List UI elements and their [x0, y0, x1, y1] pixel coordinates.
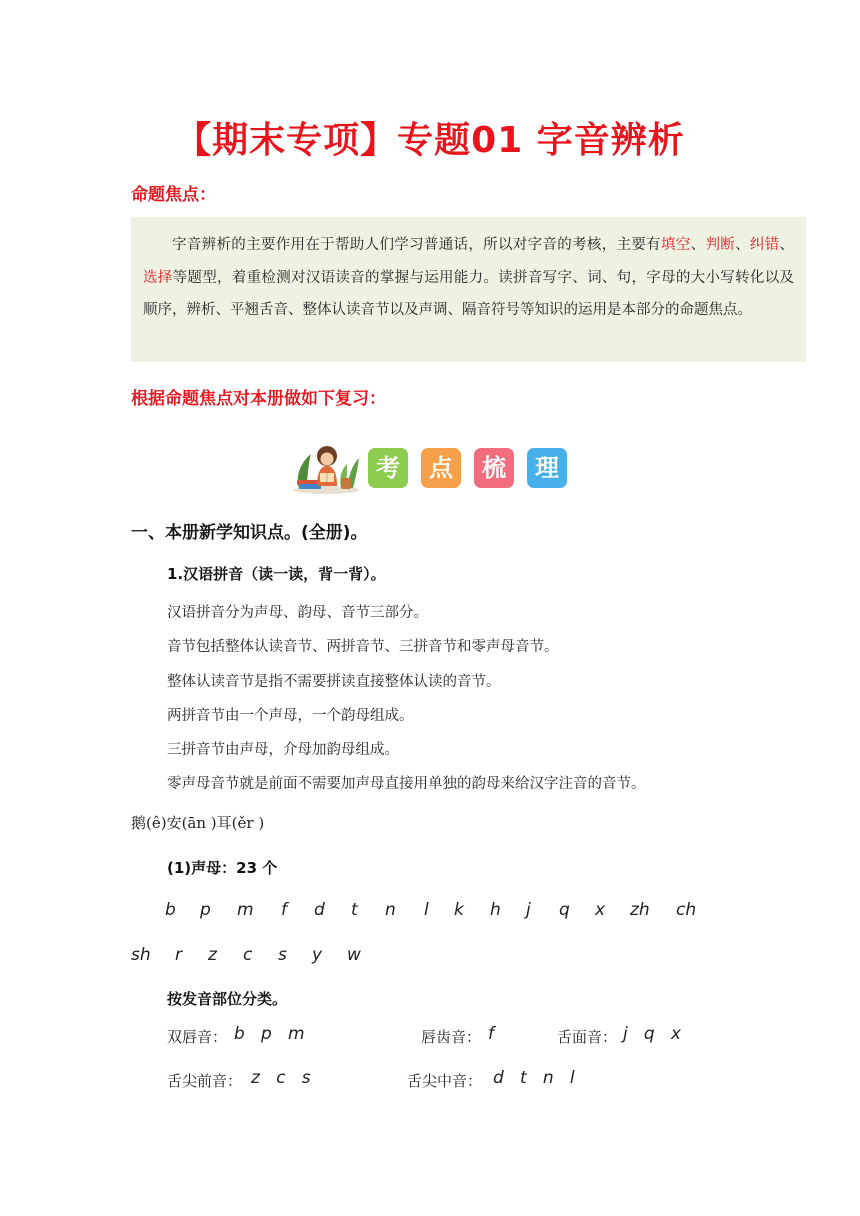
palatal-values: j q x [623, 1024, 681, 1044]
focus-box [131, 217, 806, 362]
focus-sep-1: 、 [690, 237, 706, 253]
banner-tile-dian: 点 [421, 448, 461, 488]
alveolar-label: 舌尖前音： [167, 1072, 243, 1090]
initial-m: m [237, 900, 254, 920]
initial-r: r [175, 945, 182, 965]
focus-sep-2: 、 [735, 237, 750, 253]
initial-j: j [526, 900, 531, 920]
banner-tile-kao: 考 [368, 448, 408, 488]
initial-d: d [314, 900, 325, 920]
page-title: 【期末专项】专题01 字音辨析 [175, 120, 685, 161]
initial-t: t [351, 900, 358, 920]
focus-paragraph [143, 229, 794, 327]
initial-zh: zh [630, 900, 650, 920]
banner-tile-li: 理 [527, 448, 567, 488]
subsection-heading-pinyin: 1.汉语拼音（读一读，背一背）。 [167, 565, 386, 583]
initial-sh: sh [131, 945, 151, 965]
initial-x: x [595, 900, 606, 920]
zero-initial-example: 鹅(ê)安(ān )耳(ěr ) [131, 814, 265, 832]
initial-c: c [243, 945, 253, 965]
initial-y: y [312, 945, 323, 965]
banner-tile-shu: 梳 [474, 448, 514, 488]
focus-text-a: 字音辨析的主要作用在于帮助人们学习普通话，所以对字音的考核，主要有 [172, 237, 661, 253]
pinyin-line-4: 两拼音节由一个声母，一个韵母组成。 [167, 708, 414, 724]
pinyin-line-3: 整体认读音节是指不需要拼读直接整体认读的音节。 [167, 674, 501, 690]
knowledge-review-banner [291, 440, 571, 494]
pinyin-line-5: 三拼音节由声母，介母加韵母组成。 [167, 742, 399, 758]
highlight-choice: 选择 [143, 269, 173, 286]
bilabial-values: b p m [234, 1024, 305, 1044]
highlight-judge: 判断 [705, 237, 736, 253]
initial-l: l [424, 900, 429, 920]
initial-w: w [347, 945, 361, 965]
pinyin-line-2: 音节包括整体认读音节、两拼音节、三拼音节和零声母音节。 [167, 639, 559, 655]
section-heading: 一、本册新学知识点。(全册)。 [131, 523, 368, 543]
labiodental-label: 唇齿音： [421, 1028, 482, 1046]
palatal-label: 舌面音： [557, 1028, 618, 1046]
apical-values: d t n l [493, 1068, 575, 1088]
initial-z: z [208, 945, 217, 965]
reading-girl-illustration-icon [291, 440, 361, 494]
initial-b: b [165, 900, 176, 920]
bilabial-label: 双唇音： [167, 1028, 228, 1046]
initials-heading: (1)声母：23 个 [167, 859, 278, 877]
classify-heading: 按发音部位分类。 [167, 990, 288, 1008]
focus-sep-3: 、 [779, 237, 795, 253]
alveolar-values: z c s [251, 1068, 311, 1088]
initial-h: h [490, 900, 501, 920]
initial-k: k [454, 900, 464, 920]
initial-q: q [559, 900, 570, 920]
labiodental-values: f [488, 1024, 494, 1044]
apical-label: 舌尖中音： [407, 1072, 483, 1090]
initial-ch: ch [676, 900, 697, 920]
highlight-correct: 纠错 [749, 237, 780, 253]
focus-text-b: 等题型，着重检测对汉语读音的掌握与运用能力。读拼音写字、词、句，字母的大小写转化以及顺序，辨析、平翘舌音、整体认读音节以及声调、隔音符号等知识的运用是本部分的命题焦点。 [143, 269, 795, 318]
highlight-fill-blank: 填空 [660, 237, 691, 253]
initial-s: s [278, 945, 287, 965]
initial-n: n [385, 900, 396, 920]
initial-p: p [200, 900, 211, 920]
review-heading: 根据命题焦点对本册做如下复习： [131, 389, 386, 409]
pinyin-line-1: 汉语拼音分为声母、韵母、音节三部分。 [167, 605, 428, 621]
pinyin-line-6: 零声母音节就是前面不需要加声母直接用单独的韵母来给汉字注音的音节。 [167, 776, 646, 792]
initial-f: f [281, 900, 287, 920]
focus-heading: 命题焦点： [131, 185, 216, 205]
